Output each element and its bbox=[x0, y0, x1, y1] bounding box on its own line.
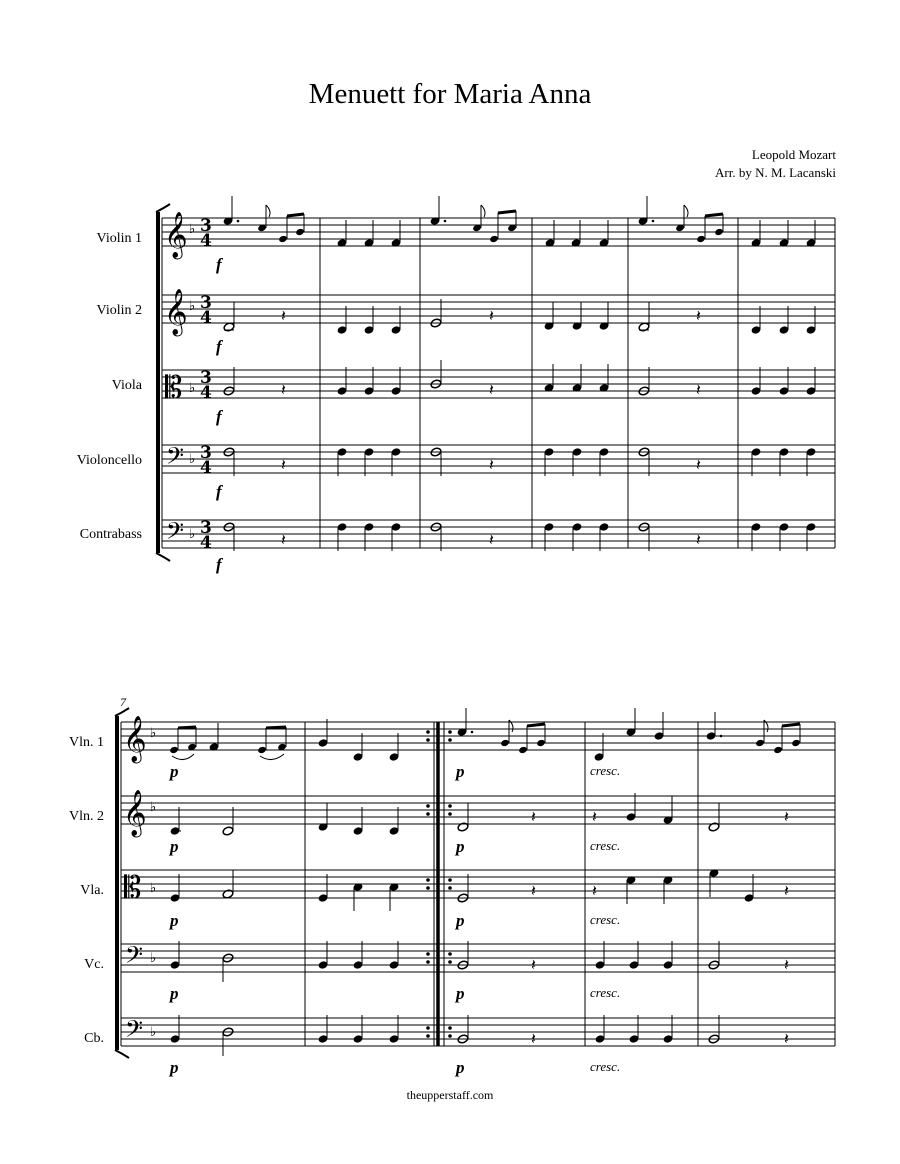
svg-text:4: 4 bbox=[200, 458, 212, 478]
svg-text:𝄽: 𝄽 bbox=[696, 380, 701, 399]
treble-clef-icon: 𝄞 bbox=[164, 212, 188, 258]
instrument-label: Violin 2 bbox=[96, 303, 142, 318]
svg-text:𝄽: 𝄽 bbox=[592, 807, 597, 826]
dynamic-marking: f bbox=[216, 482, 222, 501]
svg-text:♭: ♭ bbox=[150, 1025, 157, 1040]
instrument-label: Vln. 2 bbox=[69, 809, 104, 824]
svg-text:𝄽: 𝄽 bbox=[489, 455, 494, 474]
dynamic-marking: f bbox=[216, 337, 222, 356]
dynamic-marking: p bbox=[170, 762, 179, 781]
dynamic-marking: p bbox=[456, 911, 465, 930]
system-1-key-signatures bbox=[189, 222, 195, 542]
cresc-marking: cresc. bbox=[590, 985, 621, 1000]
svg-text:3: 3 bbox=[200, 368, 212, 388]
cresc-marking: cresc. bbox=[590, 763, 621, 778]
bass-clef-icon: 𝄢 bbox=[166, 442, 185, 475]
svg-text:♭: ♭ bbox=[189, 527, 196, 542]
vln2-notes-sys2 bbox=[170, 793, 789, 836]
treble-clef-icon: 𝄞 bbox=[164, 289, 188, 335]
svg-text:𝄽: 𝄽 bbox=[784, 1029, 789, 1048]
dynamic-marking: p bbox=[170, 911, 179, 930]
svg-text:𝄽: 𝄽 bbox=[531, 1029, 536, 1048]
system-1 bbox=[77, 196, 835, 574]
bass-clef-icon: 𝄢 bbox=[125, 941, 144, 974]
dynamic-marking: p bbox=[170, 1058, 179, 1077]
dynamic-marking: p bbox=[170, 984, 179, 1003]
vc-notes-sys2 bbox=[170, 941, 789, 982]
dynamic-marking: f bbox=[216, 555, 222, 574]
svg-text:♭: ♭ bbox=[189, 452, 196, 467]
dynamic-marking: p bbox=[170, 837, 179, 856]
svg-text:4: 4 bbox=[200, 308, 212, 328]
dynamic-marking: p bbox=[456, 984, 465, 1003]
measure-number: 7 bbox=[120, 695, 126, 709]
svg-text:𝄽: 𝄽 bbox=[531, 955, 536, 974]
svg-text:𝄽: 𝄽 bbox=[489, 530, 494, 549]
svg-text:♭: ♭ bbox=[150, 800, 157, 815]
bass-clef-icon: 𝄢 bbox=[125, 1015, 144, 1048]
contrabass-notes bbox=[223, 522, 816, 551]
bass-clef-icon: 𝄢 bbox=[166, 517, 185, 550]
svg-text:♭: ♭ bbox=[189, 299, 196, 314]
treble-clef-icon: 𝄞 bbox=[123, 716, 147, 762]
svg-text:𝄽: 𝄽 bbox=[531, 807, 536, 826]
svg-text:𝄽: 𝄽 bbox=[784, 881, 789, 900]
composer-credit: Leopold Mozart bbox=[751, 147, 836, 162]
svg-text:3: 3 bbox=[200, 518, 212, 538]
instrument-label: Cb. bbox=[84, 1031, 104, 1046]
system-2-key-signatures bbox=[150, 726, 156, 1040]
svg-text:3: 3 bbox=[200, 293, 212, 313]
instrument-label: Viola bbox=[111, 378, 142, 393]
violin2-notes bbox=[223, 299, 816, 335]
viola-notes bbox=[223, 360, 816, 399]
system-2 bbox=[69, 695, 835, 1077]
instrument-label: Violin 1 bbox=[96, 231, 142, 246]
alto-clef-icon: 𝄡 bbox=[165, 370, 183, 406]
cb-notes-sys2 bbox=[170, 1015, 789, 1056]
score-title: Menuett for Maria Anna bbox=[308, 78, 592, 110]
svg-text:𝄽: 𝄽 bbox=[531, 881, 536, 900]
system-1-barlines bbox=[320, 218, 835, 548]
system-2-staff-lines bbox=[121, 722, 835, 1046]
vln1-notes-sys2 bbox=[169, 708, 801, 762]
cresc-marking: cresc. bbox=[590, 1059, 621, 1074]
svg-text:𝄽: 𝄽 bbox=[489, 380, 494, 399]
system-1-time-signatures bbox=[200, 216, 212, 553]
svg-text:4: 4 bbox=[200, 231, 212, 251]
svg-text:𝄽: 𝄽 bbox=[696, 306, 701, 325]
cresc-marking: cresc. bbox=[590, 912, 621, 927]
svg-text:♭: ♭ bbox=[189, 222, 196, 237]
cresc-marking: cresc. bbox=[590, 838, 621, 853]
system-1-clefs bbox=[164, 212, 188, 550]
instrument-label: Violoncello bbox=[76, 453, 142, 468]
footer-site: theupperstaff.com bbox=[406, 1088, 494, 1102]
dynamic-marking: p bbox=[456, 837, 465, 856]
svg-text:♭: ♭ bbox=[189, 381, 196, 396]
alto-clef-icon: 𝄡 bbox=[124, 870, 142, 906]
svg-text:4: 4 bbox=[200, 533, 212, 553]
treble-clef-icon: 𝄞 bbox=[123, 790, 147, 836]
instrument-label: Vla. bbox=[80, 883, 104, 898]
dynamic-marking: p bbox=[456, 1058, 465, 1077]
svg-text:♭: ♭ bbox=[150, 726, 157, 741]
svg-text:𝄽: 𝄽 bbox=[784, 955, 789, 974]
svg-text:4: 4 bbox=[200, 383, 212, 403]
svg-text:3: 3 bbox=[200, 443, 212, 463]
violoncello-notes bbox=[223, 447, 816, 476]
svg-text:♭: ♭ bbox=[150, 951, 157, 966]
svg-text:3: 3 bbox=[200, 216, 212, 236]
system-2-clefs bbox=[123, 716, 147, 1048]
svg-text:𝄽: 𝄽 bbox=[489, 306, 494, 325]
instrument-label: Vc. bbox=[84, 957, 104, 972]
svg-text:𝄽: 𝄽 bbox=[696, 530, 701, 549]
svg-text:𝄽: 𝄽 bbox=[281, 306, 286, 325]
svg-text:♭: ♭ bbox=[150, 881, 157, 896]
svg-text:𝄽: 𝄽 bbox=[281, 530, 286, 549]
instrument-label: Contrabass bbox=[79, 527, 142, 542]
dynamic-marking: f bbox=[216, 255, 222, 274]
svg-text:𝄽: 𝄽 bbox=[784, 807, 789, 826]
svg-text:𝄽: 𝄽 bbox=[696, 455, 701, 474]
dynamic-marking: f bbox=[216, 407, 222, 426]
system-1-staff-lines bbox=[162, 218, 835, 548]
svg-text:𝄽: 𝄽 bbox=[281, 455, 286, 474]
violin1-notes bbox=[223, 196, 817, 248]
arranger-credit: Arr. by N. M. Lacanski bbox=[715, 165, 836, 180]
svg-text:𝄽: 𝄽 bbox=[281, 380, 286, 399]
instrument-label: Vln. 1 bbox=[69, 735, 104, 750]
dynamic-marking: p bbox=[456, 762, 465, 781]
svg-text:𝄽: 𝄽 bbox=[592, 881, 597, 900]
vla-notes-sys2 bbox=[170, 868, 789, 911]
